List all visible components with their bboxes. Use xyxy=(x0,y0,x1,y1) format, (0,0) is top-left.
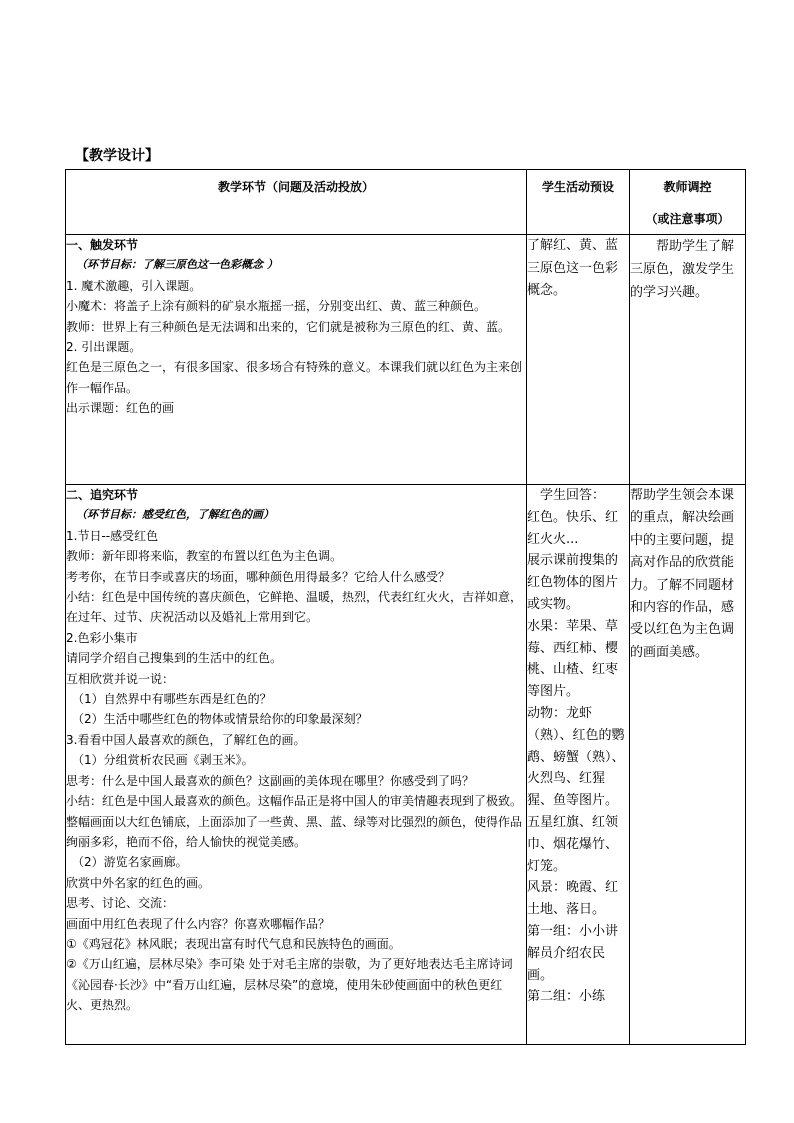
section2-line: （1）自然界中有哪些东西是红色的？ xyxy=(72,692,272,707)
section2-line: ①《鸡冠花》林风眠；表现出富有时代气息和民族特色的画面。 xyxy=(66,936,401,951)
header-teaching-steps: 教学环节（问题及活动投放） xyxy=(66,170,527,235)
section1-student-activity: 了解红、黄、蓝三原色这一色彩概念。 xyxy=(527,235,630,485)
section1-line: 出示课题：红色的画 xyxy=(66,401,175,416)
section1-line: 2. 引出课题。 xyxy=(66,340,142,355)
table-row-section2 xyxy=(66,485,746,1045)
header-teacher-control-line1: 教师调控 xyxy=(663,180,712,194)
header-teacher-control xyxy=(630,170,746,235)
section1-line: 教师：世界上有三种颜色是无法调和出来的，它们就是被称为三原色的红、黄、蓝。 xyxy=(66,319,511,334)
section2-line: 2.色彩小集市 xyxy=(66,630,138,645)
section2-line: 小结：红色是中国人最喜欢的颜色。这幅作品正是将中国人的审美情趣表现到了极致。整幅画面以大红色铺底，上面添加了一些黄、黑、蓝、绿等对比强烈的颜色，使得作品绚丽多彩，艳而不俗，给人愉快的视觉美感。 xyxy=(66,794,523,849)
section1-line: 红色是三原色之一，有很多国家、很多场合有特殊的意义。本课我们就以红色为主来创作一幅作品。 xyxy=(66,360,523,395)
section2-line: 欣赏中外名家的红色的画。 xyxy=(66,875,211,890)
section2-goal: （环节目标：感受红色，了解红色的画） xyxy=(76,508,274,522)
section2-teacher-control: 帮助学生领会本课的重点，解决绘画中的主要问题，提高对作品的欣赏能力。了解不同题材和内容的作品，感受以红色为主色调的画面美感。 xyxy=(630,485,746,1045)
section1-line: 1. 魔术激趣，引入课题。 xyxy=(66,278,202,293)
section1-content xyxy=(66,235,527,485)
section2-line: 教师：新年即将来临，教室的布置以红色为主色调。 xyxy=(66,549,343,564)
section2-line: 互相欣赏并说一说： xyxy=(66,671,175,686)
section2-line: 思考、讨论、交流： xyxy=(66,896,175,911)
lesson-design-table xyxy=(65,169,746,1045)
section1-goal: （环节目标：了解三原色这一色彩概念 ） xyxy=(76,258,278,272)
section1-line: 小魔术：将盖子上涂有颜料的矿泉水瓶摇一摇，分别变出红、黄、蓝三种颜色。 xyxy=(66,299,487,314)
section2-line: 3.看看中国人最喜欢的颜色，了解红色的画。 xyxy=(66,732,306,747)
section2-line: 小结：红色是中国传统的喜庆颜色，它鲜艳、温暖，热烈，代表红红火火，吉祥如意，在过年、过节、庆祝活动以及婚礼上常用到它。 xyxy=(66,590,523,625)
section2-line: 思考：什么是中国人最喜欢的颜色？这副画的美体现在哪里？你感受到了吗？ xyxy=(66,773,475,788)
header-teacher-control-line2: （或注意事项） xyxy=(645,212,730,226)
section1-title: 一、触发环节 xyxy=(66,238,139,252)
section2-title: 二、追究环节 xyxy=(66,488,139,502)
table-header-row xyxy=(66,170,746,235)
section2-line: 请同学介绍自己搜集到的生活中的红色。 xyxy=(66,651,283,666)
section2-line: （2）游览名家画廊。 xyxy=(72,855,188,870)
section2-line: 1.节日--感受红色 xyxy=(66,528,159,543)
table-row-section1 xyxy=(66,235,746,485)
section2-line: （2）生活中哪些红色的物体或情景给你的印象最深刻？ xyxy=(72,712,368,727)
section2-line: 考考你，在节日李或喜庆的场面，哪种颜色用得最多？它给人什么感受？ xyxy=(66,569,451,584)
section-heading: 【教学设计】 xyxy=(75,148,159,164)
section1-teacher-control: 帮助学生了解三原色，激发学生的学习兴趣。 xyxy=(630,235,746,485)
section2-content xyxy=(66,485,527,1045)
section2-line: 画面中用红色表现了什么内容？你喜欢哪幅作品？ xyxy=(66,916,331,931)
header-student-activity: 学生活动预设 xyxy=(527,170,630,235)
section2-line: （1）分组赏析农民画《剥玉米》。 xyxy=(72,753,254,768)
section2-line: ②《万山红遍，层林尽染》李可染 处于对毛主席的崇敬，为了更好地表达毛主席诗词《沁园春·长沙》中“看万山红遍，层林尽染”的意境，使用朱砂使画面中的秋色更红火、更热烈。 xyxy=(66,957,513,1013)
section2-student-activity: 学生回答： 红色。快乐、红红火火... 展示课前搜集的红色物体的图片或实物。 水果：苹果、草莓、西红柿、樱桃、山楂、红枣等图片。 动物：龙虾（熟）、红色的鹦鹉、螃蟹（熟）、火烈鸟、红猩猩、鱼等图片。 五星红旗、红领巾、烟花爆竹、灯笼。 风景：晚霞、红土地、落日。 第一组：小小讲解员介绍农民画。 第二组：小练 xyxy=(527,485,630,1045)
